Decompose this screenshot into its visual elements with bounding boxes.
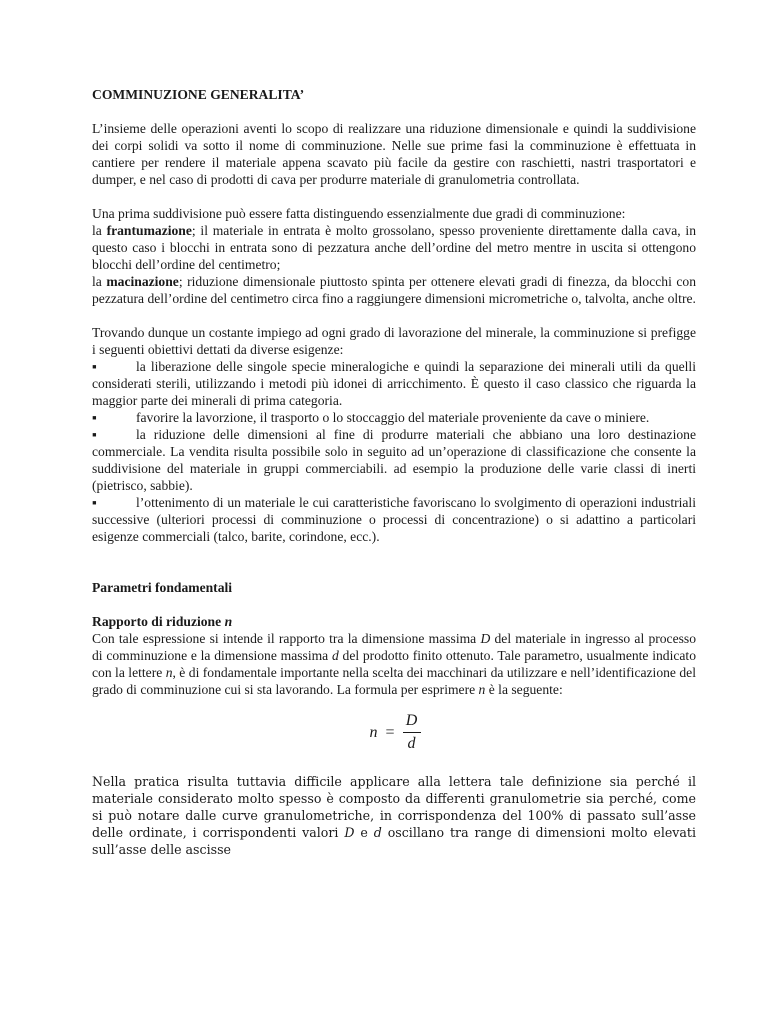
intro-paragraph: L’insieme delle operazioni aventi lo scopo di realizzare una riduzione dimensionale e quindi la suddivisione dei corpi solidi va sotto il nome di comminuzione. Nelle sue prime fasi la comminuzione è effettuata in cantiere per rendere il materiale appena scavato più facile da gestire con raschietti, nastri trasportatori e dumper, e nel caso di prodotti di cava per produrre materiale di granulometria controllata. xyxy=(92,121,696,187)
variable-n: n xyxy=(478,682,486,697)
bullet-icon: ▪ xyxy=(92,495,97,510)
term-macinazione: macinazione xyxy=(106,274,179,289)
bullet-icon: ▪ xyxy=(92,427,97,442)
section-title: Parametri fondamentali xyxy=(92,580,233,595)
list-item-text: favorire la lavorzione, il trasporto o lo stoccaggio del materiale proveniente da cave o miniere. xyxy=(136,410,650,425)
text-run: è la seguente: xyxy=(485,682,563,697)
subdivision-paragraph xyxy=(92,205,696,307)
formula-numerator: D xyxy=(405,712,418,729)
text-run: oscillano tra range di dimensioni molto elevati sull’asse delle ascisse xyxy=(92,825,697,857)
formula-lhs: n xyxy=(369,724,378,741)
formula-equals: = xyxy=(385,724,395,741)
article-text: la xyxy=(92,274,107,289)
list-item-text: la riduzione delle dimensioni al fine di produrre materiali che abbiano una loro destinazione commerciale. La vendita risulta possibile solo in seguito ad un’operazione di classificazione che consente la suddivisione del materiale in gruppi commerciabili. ad esempio la produzione delle varie classi di inerti (pietrisco, sabbie). xyxy=(92,427,696,493)
subdivision-intro: Una prima suddivisione può essere fatta distinguendo essenzialmente due gradi di comminuzione: xyxy=(92,206,626,221)
text-run: Con tale espressione si intende il rapporto tra la dimensione massima xyxy=(92,631,481,646)
document-title: COMMINUZIONE GENERALITA’ xyxy=(92,87,305,102)
article-text: la xyxy=(92,223,107,238)
list-item-text: la liberazione delle singole specie mineralogiche e quindi la separazione dei minerali utili da quelli considerati sterili, utilizzando i metodi più idonei di arricchimento. È questo il caso classico che riguarda la maggior parte dei minerali di prima categoria. xyxy=(92,359,696,408)
list-item xyxy=(92,409,696,426)
list-item-text: l’ottenimento di un materiale le cui caratteristiche favoriscano lo svolgimento di operazioni industriali successive (ulteriori processi di comminuzione o processi di concentrazione) o si adattino a particolari esigenze commerciali (talco, barite, corindone, ecc.). xyxy=(92,495,696,544)
list-item xyxy=(92,358,696,409)
subsection-title xyxy=(92,613,696,630)
list-item xyxy=(92,494,696,545)
formula-denominator: d xyxy=(407,735,416,752)
variable-D: D xyxy=(344,825,355,840)
objectives-paragraph xyxy=(92,324,696,545)
subsection-title-variable: n xyxy=(224,614,233,629)
text-run: , è di fondamentale importante nella scelta dei macchinari da utilizzare e nell’identificazione del grado di comminuzione cui si sta lavorando. La formula per esprimere xyxy=(92,665,696,697)
definition-macinazione: ; riduzione dimensionale piuttosto spinta per ottenere elevati gradi di finezza, da blocchi con pezzatura dell’ordine del centimetro circa fino a raggiungere dimensioni micrometriche o, talvolta, anche oltre. xyxy=(92,274,697,306)
bullet-icon: ▪ xyxy=(92,410,97,425)
text-run: e xyxy=(354,825,374,840)
document-page xyxy=(92,86,696,875)
variable-D: D xyxy=(480,631,491,646)
practice-paragraph xyxy=(92,773,696,858)
variable-d: d xyxy=(331,648,339,663)
text-run: del prodotto finito ottenuto. Tale parametro, usualmente indicato con la lettere xyxy=(92,648,697,680)
formula-fraction xyxy=(403,712,421,753)
text-run: del materiale in ingresso al processo di comminuzione e la dimensione massima xyxy=(92,631,697,663)
list-item xyxy=(92,426,696,494)
reduction-ratio-formula xyxy=(92,712,696,753)
text-run: Nella pratica risulta tuttavia difficile applicare alla lettera tale definizione sia perché il materiale considerato molto spesso è composto da differenti granulometrie sia perché, come si può notare dalle curve granulometriche, in corrispondenza del 100% di passato sull’asse delle ordinate, i corrispondenti valori xyxy=(92,774,696,840)
definition-frantumazione: ; il materiale in entrata è molto grossolano, spesso proveniente direttamente dalla cava, in questo caso i blocchi in entrata sono di pezzatura anche dell’ordine del metro mentre in uscita si ottengono blocchi dell’ordine del centimetro; xyxy=(92,223,696,272)
variable-n: n xyxy=(165,665,173,680)
reduction-ratio-paragraph xyxy=(92,630,696,698)
term-frantumazione: frantumazione xyxy=(106,223,192,238)
objectives-intro: Trovando dunque un costante impiego ad ogni grado di lavorazione del minerale, la comminuzione si prefigge i seguenti obiettivi dettati da diverse esigenze: xyxy=(92,325,696,357)
subsection-title-text: Rapporto di riduzione xyxy=(92,614,225,629)
bullet-icon: ▪ xyxy=(92,359,97,374)
variable-d: d xyxy=(373,825,382,840)
